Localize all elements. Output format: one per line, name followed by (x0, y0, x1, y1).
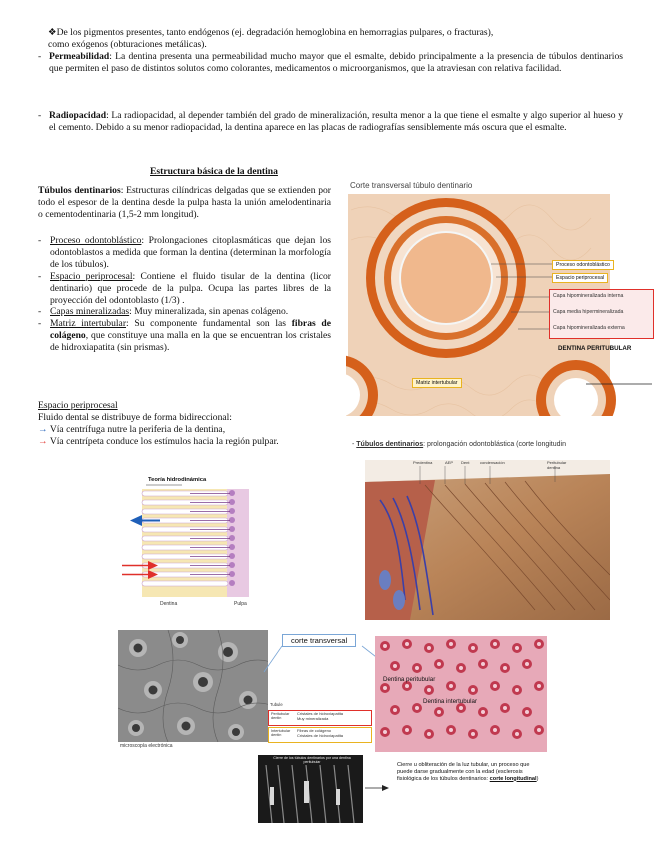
tubulos-components-list (38, 235, 331, 354)
peritubular-box: Peritubular dentin Cristales de hidroxiapatita Muy mineralizada (268, 710, 372, 726)
sclerosis-image (258, 755, 363, 823)
centripeta-text: Vía centrípeta conduce los estímulos hacia la región pulpar. (49, 435, 279, 447)
hydrodynamic-illustration (120, 477, 280, 613)
label-tubule: Tubule (270, 702, 283, 707)
sclerosis-figure (258, 755, 363, 823)
list-item: - Capas mineralizadas: Muy mineralizada, sin apenas colágeno. (38, 306, 289, 318)
list-item: - Matriz intertubular: Su componente fundamental son las fibras de colágeno, que constituye una malla en la que se encuentran los cristales de hidroxiapatita (sin prismas). (38, 318, 331, 354)
label-capa-media: Capa media hipermineralizada (553, 309, 624, 315)
label-matriz-intertubular: Matriz intertubular (412, 378, 462, 388)
label-espacio-periprocesal: Espacio periprocesal (552, 273, 608, 283)
list-item: - Espacio periprocesal: Contiene el fluido tisular de la dentina (licor dentinario) que procede de la pulpa. Ocupa las partes libres de la proyección del odontoblasto (1/3) . (38, 270, 331, 306)
espacio-periprocesal-block (38, 400, 338, 448)
espacio-line: Fluido dental se distribuye de forma bidireccional: (38, 411, 232, 423)
tubulos-term: Túbulos dentinarios (38, 185, 121, 196)
list-item: - Proceso odontoblástico: Prolongaciones citoplasmáticas que dejan los odontoblastos a medida que forman la dentina (determinan la morfología de los túbulos). (38, 235, 331, 270)
cross-section-title: Corte transversal túbulo dentinario (350, 181, 473, 190)
label-capa-interna: Capa hipomineralizada interna (553, 293, 624, 299)
sem-image (118, 630, 268, 742)
corte-transversal-label: corte transversal (282, 634, 356, 647)
permeability-text: : La dentina presenta una permeabilidad mucho mayor que el esmalte, debido principalmente a la presencia de túbulos dentinarios que permiten el paso de distintos solutos como colorantes, medicamentos o microorganismos, que la atraviesan con relativa facilidad. (49, 51, 623, 74)
sclerosis-overlay-text: Cierre de los túbulos dentinarios por una dentina peritubular (273, 756, 351, 765)
sem-caption: microscopía electrónica (120, 743, 173, 749)
longitudinal-illustration (365, 460, 610, 620)
section-title: Estructura básica de la dentina (150, 166, 278, 177)
pigment-line-2: como exógenos (obturaciones metálicas). (48, 38, 207, 50)
histology-figure (375, 636, 547, 752)
espacio-title: Espacio periprocesal (38, 400, 118, 411)
label-dentina-peritubular: DENTINA PERITUBULAR (558, 345, 632, 352)
pigment-line-1: ❖De los pigmentos presentes, tanto endógenos (ej. degradación hemoglobina en hemorragias pulpares, o fracturas), (48, 27, 494, 38)
label-capa-externa: Capa hipomineralizada externa (553, 325, 625, 331)
intertubular-box: Intertubular dentin Fibras de colágeno Cristales de hidroxiapatita (268, 727, 372, 743)
sclerosis-note: Cierre u obliteración de la luz tubular, un proceso que puede darse gradualmente con la edad (esclerosis fisiológica de los túbulos dentinarios: corte longitudinal) (397, 762, 539, 782)
tubulos-text: : Estructuras cilíndricas delgadas que se extienden por todo el espesor de la dentina desde la pulpa hasta la unión amelodentinaria o cementodentinaria (1,5-2 mm longitud). (38, 185, 331, 220)
pigment-note (48, 27, 623, 50)
blue-arrow-icon: → (38, 423, 48, 435)
hydrodynamic-title: Teoría hidrodinámica (148, 477, 207, 483)
red-arrow-icon: → (38, 435, 48, 447)
radiopacity-term: Radiopacidad (49, 110, 107, 121)
label-histo-intertubular: Dentina intertubular (423, 698, 478, 705)
histology-image (375, 636, 547, 752)
permeability-term: Permeabilidad (49, 51, 110, 62)
longitudinal-caption: - Túbulos dentinarios: prolongación odontoblástica (corte longitudin (352, 441, 566, 448)
permeability-item: - Permeabilidad: La dentina presenta una permeabilidad mucho mayor que el esmalte, debido principalmente a la presencia de túbulos dentinarios que permiten el paso de distintos solutos como colorantes, medicamentos o microorganismos, que la atraviesan con relativa facilidad. (38, 51, 623, 74)
label-pulpa: Pulpa (234, 601, 247, 607)
tubulos-definition (38, 185, 331, 221)
label-proceso-odontoblastico: Proceso odontoblástico (552, 260, 614, 270)
centrifuga-text: Vía centrífuga nutre la periferia de la dentina, (49, 423, 226, 435)
radiopacity-item: - Radiopacidad: La radiopacidad, al depender también del grado de mineralización, resulta menor a la que tiene el esmalte y algo superior al hueso y el cemento. Debido a su menor radiopacidad, la dentina aparece en las placas de radiografías sensiblemente más oscura que el esmalte. (38, 110, 623, 133)
hydrodynamic-figure (120, 477, 280, 613)
longitudinal-figure: Predentina AEP Dent condensación Peritubular dentina (365, 460, 610, 620)
sclerosis-arrow-icon (365, 784, 389, 792)
label-dentina: Dentina (160, 601, 178, 607)
label-histo-peritubular: Dentina peritubular (383, 676, 436, 683)
peritubular-layers-box (549, 289, 654, 339)
cross-section-figure (346, 180, 654, 416)
radiopacity-text: : La radiopacidad, al depender también del grado de mineralización, resulta menor a la que tiene el esmalte y algo superior al hueso y el cemento. Debido a su menor radiopacidad, la dentina aparece en las placas de radiografías sensiblemente más oscura que el esmalte. (49, 110, 623, 133)
